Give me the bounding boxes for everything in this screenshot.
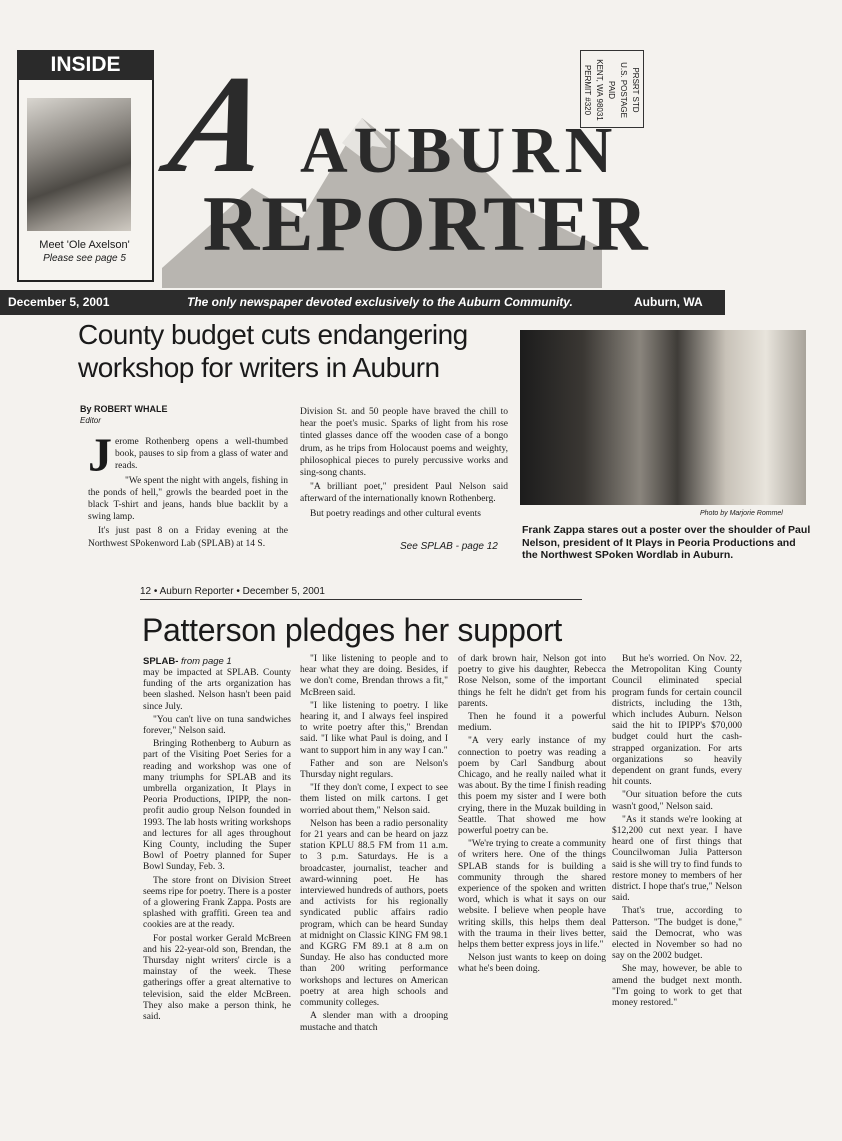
paragraph: "A very early instance of my connection to poetry was reading a poem by Carl Sandburg about Chicago, and he really nailed what it was about. By the time I finish reading this poem my sister and I were both crying, there in the Muzak building in Seattle. That showed me how powerful poetry can be. (458, 736, 606, 837)
jump-from: from page 1 (181, 656, 232, 667)
page-12-folio: 12 • Auburn Reporter • December 5, 2001 (140, 586, 582, 600)
paragraph: of dark brown hair, Nelson got into poetry to give his daughter, Rebecca Rose Nelson, some of the important things he felt he didn't get from his parents. (458, 654, 606, 709)
front-column-2 (300, 406, 508, 522)
paragraph: "As it stands we're looking at $12,200 cut next year. I have heard one of first things that Councilwoman Julia Patterson said is she will try to find funds to restore money to members of her district. I hope that's true," Nelson said. (612, 814, 742, 904)
postage-line: PERMIT #320 (583, 64, 592, 116)
postage-line: U.S. POSTAGE (619, 62, 628, 118)
tagline: The only newspaper devoted exclusively to the Auburn Community. (187, 295, 573, 309)
paragraph: Division St. and 50 people have braved the chill to hear the poet's music. Sparks of light from his rose tinted glasses dance off the wooden case of a bongo drum, as he trips from Holocaust poems and weighty, philosophical pieces to purely percussive works and sing-song chants. (300, 407, 508, 479)
paragraph: Nelson has been a radio personality for 21 years and can be heard on jazz station KPLU 88.5 FM from 11 a.m. to 3 p.m. Saturdays. He is a broadcaster, journalist, teacher and award-winning poet. He has interviewed hundreds of authors, poets and activists for his regionally syndicated public affairs radio program, which can be heard Sunday at midnight on Classic KING FM 98.1 and KGRG FM 89.1 at 8 a.m on Sunday. He also has conducted more than 200 writing performance workshops and lectures on American poetry at area high schools and community colleges. (300, 818, 448, 1009)
news-photo (520, 330, 806, 505)
paragraph: Then he found it a powerful medium. (458, 712, 606, 734)
masthead-script-letter: A (158, 47, 285, 202)
paragraph: She may, however, be able to amend the budget next month. "I'm going to work to get that money restored." (612, 964, 742, 1009)
page-12-column-2 (300, 654, 448, 1036)
continued-jump: See SPLAB - page 12 (400, 541, 498, 552)
location: Auburn, WA (634, 295, 703, 309)
paragraph: Nelson just wants to keep on doing what he's been doing. (458, 953, 606, 975)
dateline-bar (0, 290, 725, 315)
paragraph: The store front on Division Street seems ripe for poetry. There is a poster of a glowering Frank Zappa. Posts are splashed with graffiti. Green tea and cookies are at the ready. (143, 875, 291, 931)
paragraph: "A brilliant poet," president Paul Nelson said afterward of the internationally known Rothenberg. (300, 482, 508, 505)
page-12-headline: Patterson pledges her support (142, 612, 563, 648)
paragraph: "We spent the night with angels, fishing in the ponds of hell," growls the bearded poet in the black T-shirt and jeans, hands blue backlit by a swing lamp. (88, 475, 288, 523)
paragraph: "I like listening to people and to hear what they are doing. Besides, if we don't come, Brendan throws a fit," McBreen said. (300, 654, 448, 698)
page-12-column-1 (143, 668, 291, 1025)
masthead-title-auburn: AUBURN (300, 114, 619, 187)
byline-role: Editor (80, 416, 101, 425)
paragraph: A slender man with a drooping mustache and thatch (300, 1011, 448, 1033)
paragraph: "Our situation before the cuts wasn't good," Nelson said. (612, 790, 742, 812)
paragraph: "You can't live on tuna sandwiches forever," Nelson said. (143, 714, 291, 737)
byline-author: By ROBERT WHALE (80, 404, 168, 414)
inside-label: INSIDE (17, 50, 154, 80)
paragraph: erome Rothenberg opens a well-thumbed book, pauses to sip from a glass of water and reads. (115, 437, 288, 472)
page-12-column-3 (458, 654, 606, 978)
inside-photo (27, 98, 131, 231)
issue-date: December 5, 2001 (8, 295, 110, 309)
jump-line (143, 656, 232, 668)
paragraph: "I like listening to poetry. I like hearing it, and I always feel inspired to write poetry after this," Brendan said. "I like what Paul is doing, and I want to support him in any way I can." (300, 700, 448, 756)
postage-line: PRSRT STD (631, 67, 640, 113)
paragraph: That's true, according to Patterson. "The budget is done," said the Democrat, who was elected in November so had no say on the 2002 budget. (612, 906, 742, 962)
postage-line: KENT, WA 98031 (595, 59, 604, 121)
paragraph: may be impacted at SPLAB. County funding of the arts organization has been slashed. Nelson hasn't been paid since July. (143, 668, 291, 712)
page-12-column-4 (612, 654, 742, 1011)
paragraph: "If they don't come, I expect to see them listed on milk cartons. I get worried about them," Nelson said. (300, 783, 448, 816)
front-headline: County budget cuts endangering workshop for writers in Auburn (78, 319, 468, 383)
photo-caption: Frank Zappa stares out a poster over the shoulder of Paul Nelson, president of It Plays in Peoria Productions and the Northwest SPoken Wordlab in Auburn. (522, 524, 811, 561)
paragraph: Father and son are Nelson's Thursday night regulars. (300, 758, 448, 781)
paragraph: "We're trying to create a community of writers here. One of the things SPLAB stands for is building a community through the shared experience of the spoken and written word, which is what it says on our website. I believe when people have writing skills, this helps them deal with the trauma in their lives better, helps them better express joys in life." (458, 839, 606, 951)
jump-label: SPLAB- (143, 656, 179, 667)
paragraph: It's just past 8 on a Friday evening at the Northwest SPokenword Lab (SPLAB) at 14 S. (88, 526, 288, 549)
byline (80, 404, 168, 426)
paragraph: For postal worker Gerald McBreen and his 22-year-old son, Brendan, the Thursday night writers' circle is a mainstay of the week. These gatherings offer a great alternative to television, said the elder McBreen. They also make a person think, he said. (143, 933, 291, 1023)
paragraph: Bringing Rothenberg to Auburn as part of the Visiting Poet Series for a reading and workshop was one of many triumphs for SPLAB and its umbrella organization, It Plays in Peoria Productions, IPIPP, the non-profit audio group Nelson founded in 1993. The lab hosts writing workshops and lectures for all ages throughout King County, including the Super Bowl of Poetry planned for Super Bowl Sunday, Feb. 3. (143, 739, 291, 873)
paragraph: But he's worried. On Nov. 22, the Metropolitan King County Council eliminated special program funds for certain council districts, including the 13th, which includes Auburn. Nelson said the hit to IPIPP's $70,000 budget could hurt the cash-strapped organization. For arts organizations so heavily dependent on grant funds, every hit counts. (612, 654, 742, 788)
inside-caption-subtitle: Please see page 5 (43, 253, 126, 264)
postage-line: PAID (607, 80, 616, 100)
inside-caption (22, 238, 147, 266)
paragraph: But poetry readings and other cultural events (310, 508, 481, 519)
photo-credit: Photo by Marjorie Rommel (700, 510, 783, 517)
drop-cap: J (88, 429, 112, 482)
inside-caption-title: Meet 'Ole Axelson' (39, 239, 130, 251)
front-column-1 (88, 429, 288, 552)
masthead-title-reporter: REPORTER (203, 180, 650, 267)
postage-indicia (580, 50, 644, 128)
